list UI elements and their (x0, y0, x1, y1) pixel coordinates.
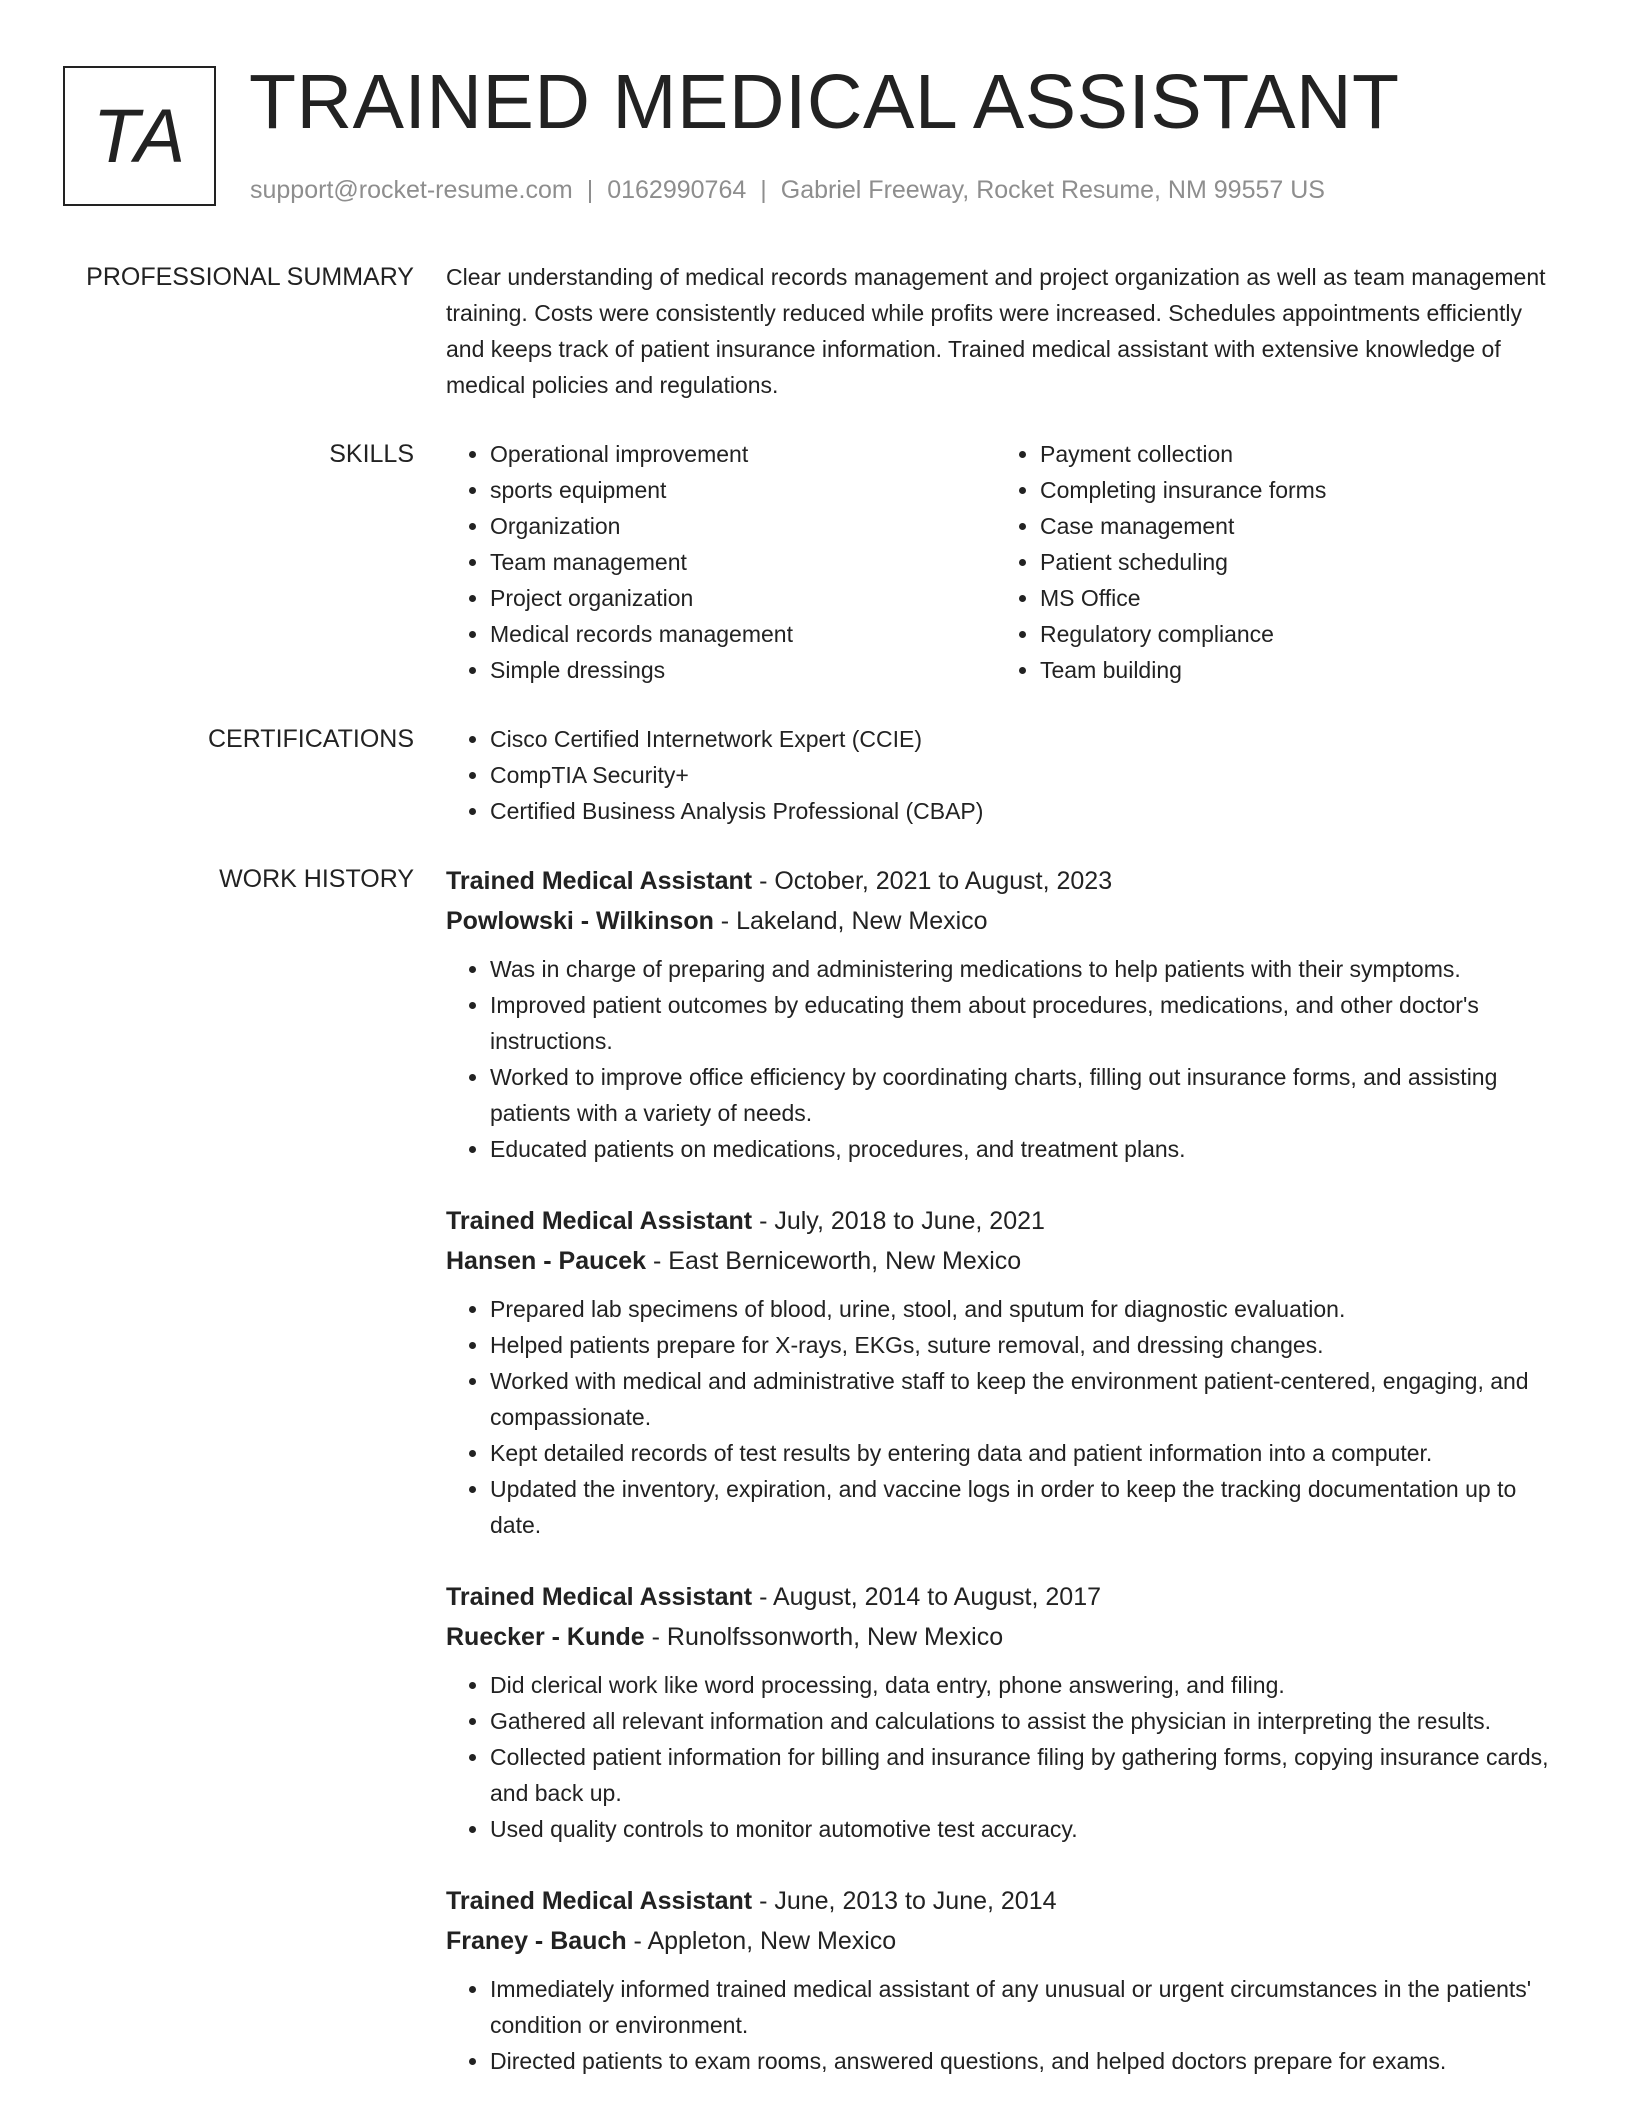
skill-item: • sports equipment (490, 472, 996, 508)
job-entry (446, 1577, 1566, 1847)
skills-body (446, 436, 1566, 688)
skills-label: SKILLS (329, 440, 414, 468)
job-bullet: • Helped patients prepare for X-rays, EKGs, suture removal, and dressing changes. (490, 1327, 1566, 1363)
skill-item: • Completing insurance forms (1040, 472, 1546, 508)
job-title: Trained Medical Assistant (446, 867, 753, 895)
job-company: Ruecker - Kunde (446, 1623, 645, 1651)
skill-item: • Simple dressings (490, 652, 996, 688)
job-bullet: • Immediately informed trained medical assistant of any unusual or urgent circumstances in the patients' condition or environment. (490, 1971, 1566, 2043)
job-bullet: • Worked with medical and administrative staff to keep the environment patient-centered, engaging, and compassionate. (490, 1363, 1566, 1435)
summary-text: Clear understanding of medical records management and project organization as well as team management training. Costs were consistently reduced while profits were increased. Schedules appointments efficiently and keeps track of patient insurance information. Trained medical assistant with extensive knowledge of medical policies and regulations. (446, 264, 1546, 398)
job-entry (446, 861, 1566, 1167)
job-bullet: • Collected patient information for billing and insurance filing by gathering forms, copying insurance cards, and back up. (490, 1739, 1566, 1811)
contact-email: support@rocket-resume.com (250, 176, 573, 204)
job-company: Powlowski - Wilkinson (446, 907, 714, 935)
summary-body (446, 259, 1566, 403)
job-company-line (446, 1921, 1566, 1961)
skill-item: • Project organization (490, 580, 996, 616)
skill-item: • MS Office (1040, 580, 1546, 616)
job-location: - Runolfssonworth, New Mexico (644, 1623, 1004, 1651)
job-location: - Appleton, New Mexico (626, 1927, 897, 1955)
skill-item: • Regulatory compliance (1040, 616, 1546, 652)
job-title-line (446, 1201, 1566, 1241)
job-bullets (446, 951, 1566, 1167)
job-entry (446, 1881, 1566, 2079)
certifications-body (446, 721, 1566, 829)
job-bullet: • Educated patients on medications, procedures, and treatment plans. (490, 1131, 1566, 1167)
job-company: Hansen - Paucek (446, 1247, 647, 1275)
certification-item: • CompTIA Security+ (490, 757, 1566, 793)
certifications-label: CERTIFICATIONS (207, 725, 414, 753)
skill-item: • Operational improvement (490, 436, 996, 472)
job-bullet: • Used quality controls to monitor automotive test accuracy. (490, 1811, 1566, 1847)
job-bullets (446, 1667, 1566, 1847)
contact-address: Gabriel Freeway, Rocket Resume, NM 99557 US (780, 176, 1325, 204)
job-title: Trained Medical Assistant (446, 1583, 753, 1611)
job-bullet: • Prepared lab specimens of blood, urine, stool, and sputum for diagnostic evaluation. (490, 1291, 1566, 1327)
job-company-line (446, 1241, 1566, 1281)
skill-item: • Team management (490, 544, 996, 580)
job-bullets (446, 1291, 1566, 1543)
job-title-line (446, 1577, 1566, 1617)
monogram-badge: TA (63, 66, 216, 206)
job-title-line (446, 861, 1566, 901)
job-bullet: • Updated the inventory, expiration, and vaccine logs in order to keep the tracking documentation up to date. (490, 1471, 1566, 1543)
job-title: Trained Medical Assistant (446, 1207, 753, 1235)
job-bullet: • Improved patient outcomes by educating them about procedures, medications, and other doctor's instructions. (490, 987, 1566, 1059)
skill-item: • Payment collection (1040, 436, 1546, 472)
skill-item: • Case management (1040, 508, 1546, 544)
job-company-line (446, 1617, 1566, 1657)
job-entry (446, 1201, 1566, 1543)
skill-item: • Medical records management (490, 616, 996, 652)
job-title-line (446, 1881, 1566, 1921)
job-company-line (446, 901, 1566, 941)
work-history-label: WORK HISTORY (219, 865, 414, 893)
job-bullet: • Did clerical work like word processing, data entry, phone answering, and filing. (490, 1667, 1566, 1703)
job-company: Franey - Bauch (446, 1927, 627, 1955)
job-location: - Lakeland, New Mexico (713, 907, 988, 935)
job-dates: - October, 2021 to August, 2023 (752, 867, 1113, 895)
job-bullet: • Gathered all relevant information and calculations to assist the physician in interpreting the results. (490, 1703, 1566, 1739)
contact-separator: | (586, 176, 594, 204)
certification-item: • Certified Business Analysis Professional (CBAP) (490, 793, 1566, 829)
certifications-list (446, 721, 1566, 829)
job-dates: - August, 2014 to August, 2017 (752, 1583, 1102, 1611)
skill-item: • Team building (1040, 652, 1546, 688)
job-bullet: • Worked to improve office efficiency by coordinating charts, filling out insurance forms, and assisting patients with a variety of needs. (490, 1059, 1566, 1131)
summary-label: PROFESSIONAL SUMMARY (86, 263, 414, 291)
contact-line (250, 174, 1325, 206)
contact-phone: 0162990764 (607, 176, 747, 204)
certification-item: • Cisco Certified Internetwork Expert (CCIE) (490, 721, 1566, 757)
job-bullet: • Kept detailed records of test results by entering data and patient information into a computer. (490, 1435, 1566, 1471)
job-location: - East Berniceworth, New Mexico (646, 1247, 1022, 1275)
job-dates: - June, 2013 to June, 2014 (752, 1887, 1057, 1915)
skill-item: • Organization (490, 508, 996, 544)
skills-list-left (446, 436, 996, 688)
job-bullets (446, 1971, 1566, 2079)
candidate-title: TRAINED MEDICAL ASSISTANT (249, 59, 1400, 145)
job-dates: - July, 2018 to June, 2021 (752, 1207, 1045, 1235)
job-title: Trained Medical Assistant (446, 1887, 753, 1915)
contact-separator: | (760, 176, 767, 204)
skill-item: • Patient scheduling (1040, 544, 1546, 580)
job-bullet: • Directed patients to exam rooms, answered questions, and helped doctors prepare for exams. (490, 2043, 1566, 2079)
skills-list-right (996, 436, 1546, 688)
job-bullet: • Was in charge of preparing and administering medications to help patients with their symptoms. (490, 951, 1566, 987)
work-history-body (446, 861, 1566, 2112)
